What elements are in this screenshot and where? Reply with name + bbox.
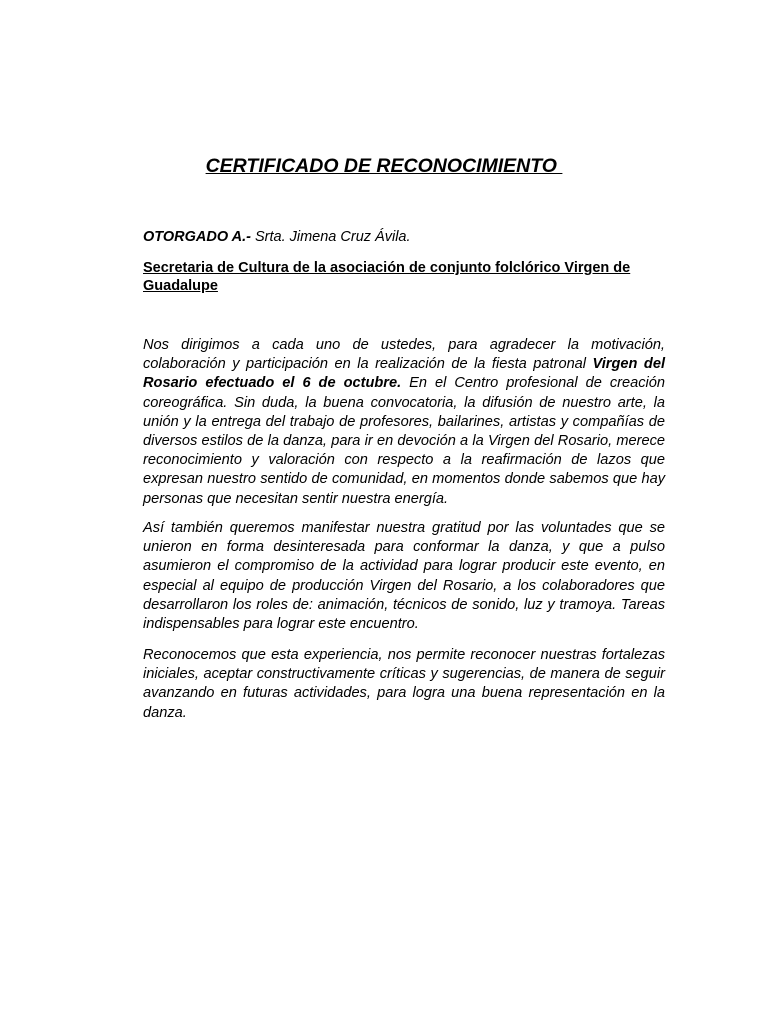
certificate-title: CERTIFICADO DE RECONOCIMIENTO bbox=[205, 155, 563, 177]
body-paragraph-1 bbox=[143, 336, 665, 509]
body-paragraph-3: Reconocemos que esta experiencia, nos permite reconocer nuestras fortalezas iniciales, aceptar constructivamente críticas y sugerencias, de manera de seguir avanzando en futuras actividades, para logra una buena representación en la danza. bbox=[143, 647, 665, 721]
recipient-role: Secretaria de Cultura de la asociación de conjunto folclórico Virgen de Guadalupe bbox=[143, 260, 631, 294]
awarded-label: OTORGADO A.- bbox=[143, 229, 251, 245]
paragraph-1-rest: En el Centro profesional de creación coreográfica. Sin duda, la buena convocatoria, la difusión de nuestro arte, la unión y la entrega del trabajo de profesores, bailarines, artistas y compañías de diversos estilos de la danza, para ir en devoción a la Virgen del Rosario, merece reconocimiento y valoración con respecto a la reafirmación de lazos que expresan nuestro sentido de comunidad, en momentos donde sabemos que hay personas que necesitan sentir nuestra energía. bbox=[143, 375, 665, 507]
paragraph-1-intro: Nos dirigimos a cada uno de ustedes, para agradecer la motivación, colaboración y participación en la realización de la fiesta patronal bbox=[143, 337, 665, 373]
awarded-name: Srta. Jimena Cruz Ávila. bbox=[250, 229, 411, 245]
awarded-to-line bbox=[143, 229, 411, 245]
body-paragraph-2: Así también queremos manifestar nuestra gratitud por las voluntades que se unieron en forma desinteresada para conformar la danza, y que a pulso asumieron el compromiso de la actividad para lograr producir este evento, en especial al equipo de producción Virgen del Rosario, a los colaboradores que desarrollaron los roles de: animación, técnicos de sonido, luz y tramoya. Tareas indispensables para lograr este encuentro. bbox=[143, 520, 665, 633]
paragraph-1-highlight: Virgen del Rosario efectuado el 6 de octubre. bbox=[143, 356, 666, 392]
